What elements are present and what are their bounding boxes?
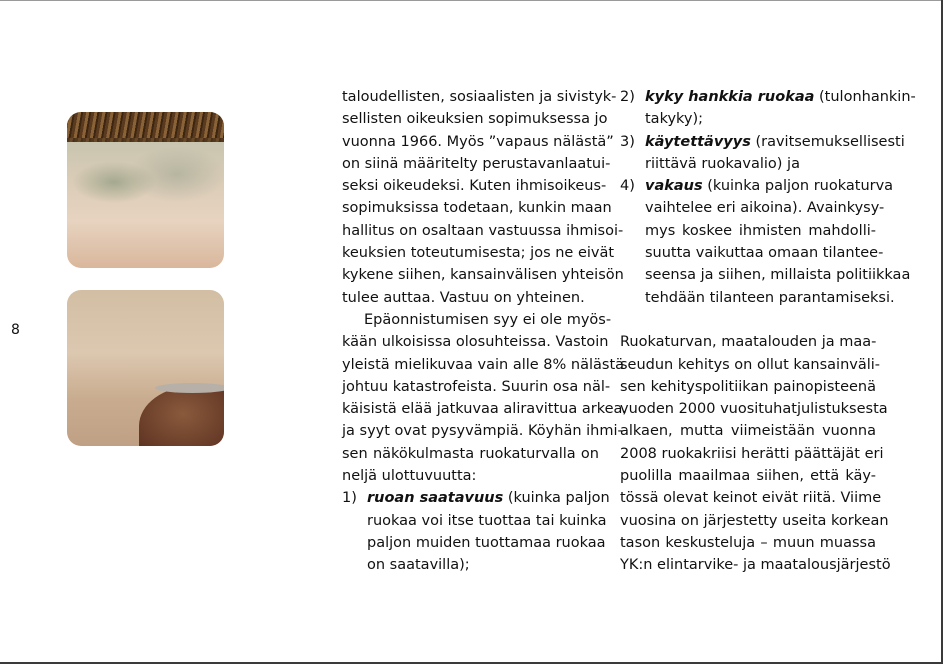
list-item-2: 2) kyky hankkia ruokaa (tulonhankin- takyky); (620, 86, 876, 131)
list-term: ruoan saatavuus (367, 490, 504, 507)
page-number: 8 (11, 322, 20, 338)
photo-clay-pot (67, 290, 224, 446)
text-column-middle (342, 86, 628, 577)
list-number: 3) (620, 133, 635, 150)
text-column-right (620, 86, 916, 577)
paragraph-2: Epäonnistumisen syy ei ole myös- kään ulkoisissa olosuhteissa. Vastoin yleistä mielikuvaa vain alle 8% nälästä johtuu katastrofeista. Suurin osa näl- käisistä elää jatkuvaa aliravittua arkea, ja syyt ovat pysyvämpiä. Köyhän ihmi- sen näkökulmasta ruokaturvalla on neljä ulottuvuutta: (342, 311, 628, 485)
list-number: 4) (620, 178, 635, 195)
list-number: 1) (342, 490, 357, 507)
photo-thatched-roof (67, 112, 224, 268)
list-term: vakaus (645, 178, 703, 195)
list-item-4: 4) vakaus (kuinka paljon ruokaturva vaihtelee eri aikoina). Avainkysy- mys koskee ihmisten mahdolli- suutta vaikuttaa omaan tilantee- seensa ja siihen, millaista politiikkaa tehdään tilanteen parantamiseksi. (620, 175, 876, 309)
clay-pot-shape (139, 386, 224, 446)
pot-rim-shape (155, 383, 224, 393)
paragraph-1: taloudellisten, sosiaalisten ja sivistyk- sellisten oikeuksien sopimuksessa jo vuonna 1966. Myös ”vapaus nälästä” on siinä määritelty perustavanlaatui- seksi oikeudeksi. Kuten ihmisoikeus- sopimuksissa todetaan, kunkin maan hallitus on osaltaan vastuussa ihmisoi- keuksien toteutumisesta; jos ne eivät kykene siihen, kansainvälisen yhteisön tulee auttaa. Vastuu on yhteinen. (342, 89, 624, 306)
list-item-1: 1) ruoan saatavuus (kuinka paljon ruokaa voi itse tuottaa tai kuinka paljon muiden tuottamaa ruokaa on saatavilla); (342, 487, 599, 576)
paragraph-3: Ruokaturvan, maatalouden ja maa- seudun kehitys on ollut kansainväli- sen kehityspolitiikan painopisteenä vuoden 2000 vuosituhatjulistuksesta alkaen, mutta viimeistään vuonna 2008 ruokakriisi herätti päättäjät eri puolilla maailmaa siihen, että käy- tössä olevat keinot eivät riitä. Viime vuosina on järjestetty useita korkean tason keskusteluja – muun muassa YK:n elintarvike- ja maatalousjärjestö (620, 334, 891, 574)
list-number: 2) (620, 89, 635, 105)
thatch-detail (67, 112, 224, 142)
list-item-3: 3) käytettävyys (ravitsemuksellisesti riittävä ruokavalio) ja (620, 131, 876, 176)
page-frame-top (0, 0, 943, 1)
list-term: käytettävyys (645, 133, 751, 150)
list-term: kyky hankkia ruokaa (645, 89, 815, 105)
